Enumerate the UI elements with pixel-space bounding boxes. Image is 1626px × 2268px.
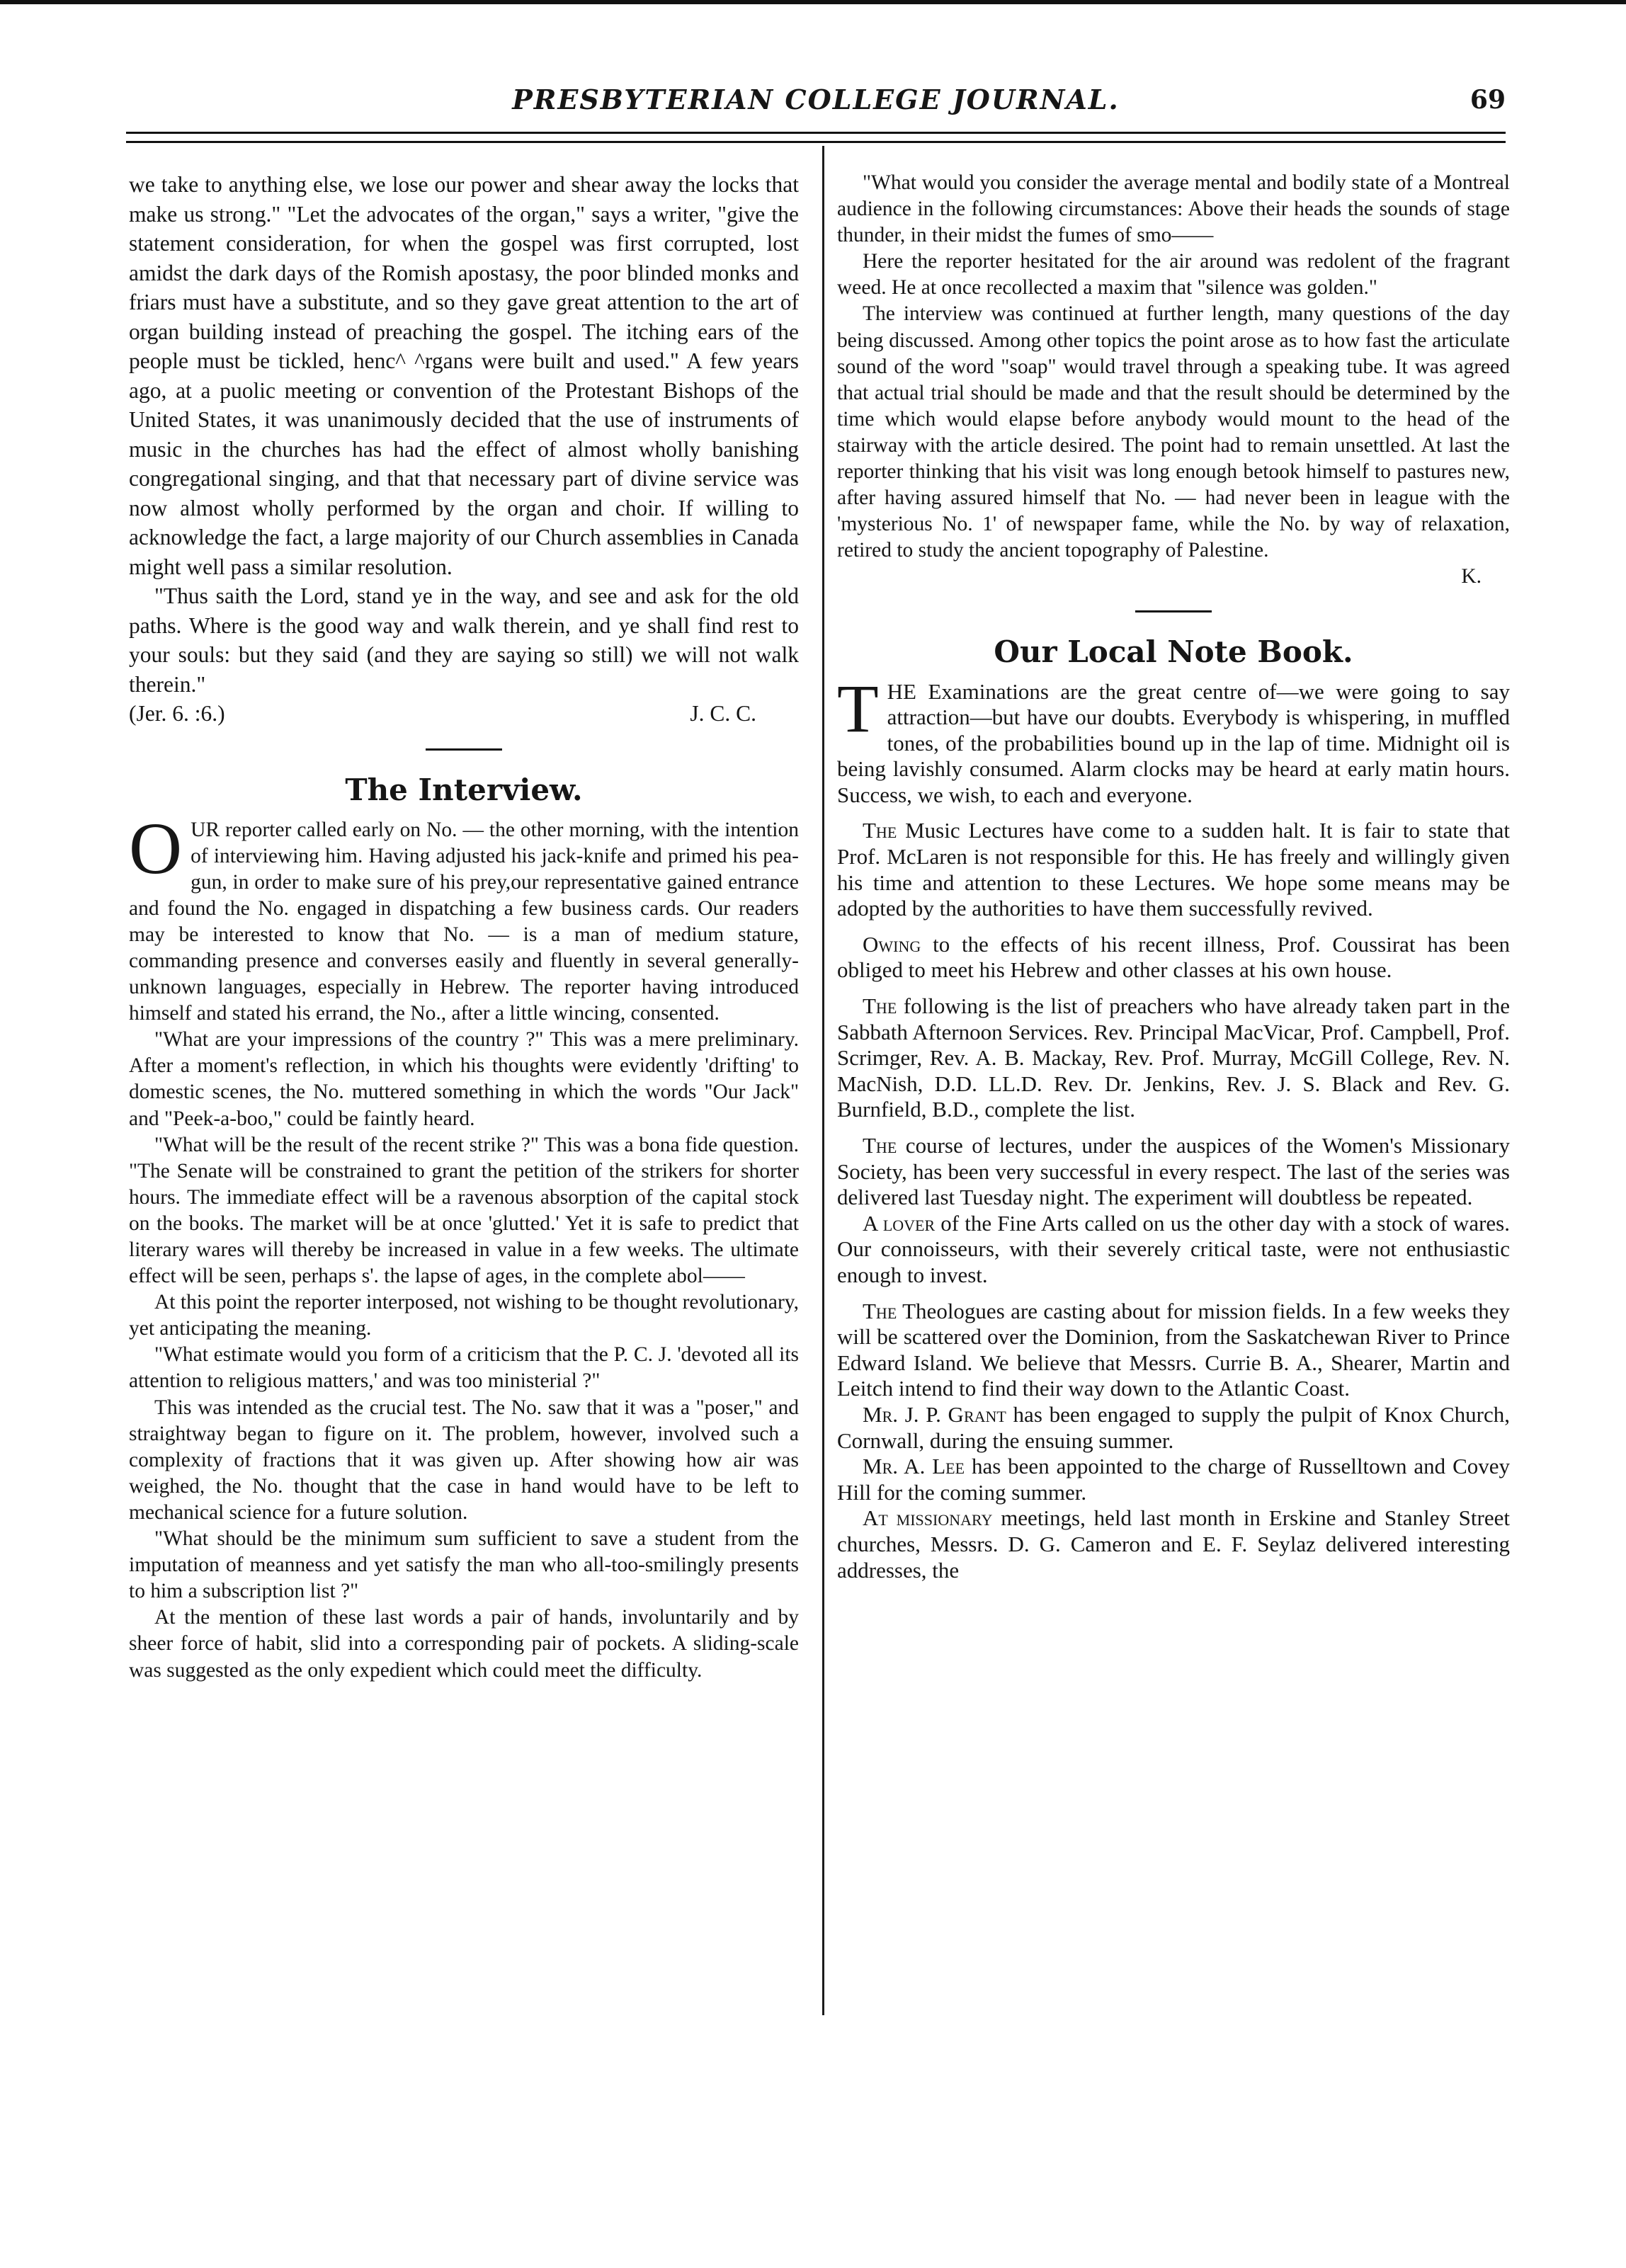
interview-paragraph: "What would you consider the average mental and bodily state of a Montreal audience in the following circumstances: Above their heads the sounds of stage thunder, in their midst the fumes of smo—— bbox=[837, 171, 1510, 247]
interview-paragraph: The interview was continued at further length, many questions of the day being discussed. Among other topics the point arose as to how fast the articulate sound of the word "soap" would travel through a speaking tube. It was agreed that actual trial should be made and that the result should be determined by the time which would elapse before anybody would mount to the head of the stairway with the article desired. The point had to remain unsettled. At last the reporter thinking that his visit was long enough betook himself to pastures new, after having assured himself that No. — had never been in league with the 'mysterious No. 1' of newspaper fame, while the No. by way of relaxation, retired to study the ancient topography of Palestine. bbox=[837, 302, 1510, 562]
local-note bbox=[837, 932, 1510, 984]
note-text: has been engaged to supply the pulpit of Knox Church, Cornwall, during the ensuing summer. bbox=[837, 1401, 1510, 1453]
top-border-rule bbox=[0, 0, 1626, 4]
local-note bbox=[837, 818, 1510, 921]
local-note-book-heading: Our Local Note Book. bbox=[994, 634, 1353, 669]
opening-paragraph: we take to anything else, we lose our power and shear away the locks that make us strong." "Let the advocates of the organ," says a writer, "give the statement consideration, for when the gospel was first corrupted, lost amidst the dark days of the Romish apostasy, the poor blinded monks and friars must have a substitute, and so they gave great attention to the art of organ building instead of preaching the gospel. The itching ears of the people must be tickled, henc^ ^rgans were built and used." A few years ago, at a puolic meeting or convention of the Protestant Bishops of the United States, it was unanimously decided that the use of instruments of music in the churches has had the effect of almost wholly banishing congregational singing, and that that necessary part of divine service was now almost wholly performed by the organ and choir. If willing to acknowledge the fact, a large majority of our Church assemblies in Canada might well pass a similar resolution. bbox=[129, 172, 799, 579]
note-lead: The bbox=[863, 993, 897, 1019]
scripture-quote-paragraph: "Thus saith the Lord, stand ye in the way, and see and ask for the old paths. Where is the good way and walk therein, and ye shall find rest to your souls: but they said (and they are saying so still) we will not walk therein." bbox=[129, 583, 799, 697]
interview-paragraph: "What will be the result of the recent strike ?" This was a bona fide question. "The Senate will be constrained to grant the petition of the strikers for shorter hours. The immediate effect will be a ravenous absorption of the capital stock on the books. The market will be at once 'glutted.' Yet it is safe to predict that literary wares will thereby be increased in value in a few weeks. The ultimate effect will be seen, perhaps s'. the lapse of ages, in the complete abol—— bbox=[129, 1133, 799, 1288]
drop-cap-letter: O bbox=[129, 807, 183, 889]
note-text: course of lectures, under the auspices of the Women's Missionary Society, has been very successful in every respect. The last of the series was delivered last Tuesday night. The experiment will doubtless be repeated. bbox=[837, 1133, 1510, 1210]
interview-article bbox=[129, 807, 799, 1684]
note-lead: The bbox=[863, 818, 897, 843]
note-text: to the effects of his recent illness, Prof. Coussirat has been obliged to meet his Hebrew and other classes at his own house. bbox=[837, 931, 1510, 983]
interview-continued bbox=[837, 170, 1510, 591]
local-note-text: HE Examinations are the great centre of—we were going to say attraction—but have our doubts. Everybody is whispering, in muffled tones, of the probabilities bound up in the lap of time. Midnight oil is being lavishly consumed. Alarm clocks may be heard at early matin hours. Success, we wish, to each and everyone. bbox=[837, 678, 1510, 807]
note-lead: Mr. A. Lee bbox=[863, 1454, 965, 1479]
note-text: meetings, held last month in Erskine and Stanley Street churches, Messrs. D. G. Cameron and E. F. Seylaz delivered interesting addresses, the bbox=[837, 1505, 1510, 1583]
drop-cap-letter: T bbox=[837, 670, 879, 746]
column-divider bbox=[822, 146, 824, 2015]
page-number: 69 bbox=[1469, 85, 1506, 115]
interview-paragraph bbox=[129, 807, 799, 1027]
note-lead: The bbox=[863, 1133, 897, 1158]
local-notes bbox=[837, 670, 1511, 1584]
interview-paragraph: At the mention of these last words a pair of hands, involuntarily and by sheer force of habit, slid into a corresponding pair of pockets. A sliding-scale was suggested as the only expedient which could meet the difficulty. bbox=[129, 1606, 799, 1682]
local-note bbox=[837, 1505, 1510, 1583]
interview-signature: K. bbox=[1461, 565, 1482, 588]
note-lead: At missionary bbox=[863, 1505, 993, 1531]
section-separator bbox=[1135, 610, 1212, 612]
note-text: following is the list of preachers who have already taken part in the Sabbath Afternoon Services. Rev. Principal MacVicar, Prof. Campbell, Prof. Scrimger, Rev. A. B. Mackay, Rev. Prof. Murray, McGill College, Rev. N. MacNish, D.D. LL.D. Rev. Dr. Jenkins, Rev. J. S. Black and Rev. G. Burnfield, B.D., complete the list. bbox=[837, 993, 1510, 1122]
interview-paragraph: "What estimate would you form of a criticism that the P. C. J. 'devoted all its attention to religious matters,' and was too ministerial ?" bbox=[129, 1343, 799, 1393]
local-note bbox=[837, 993, 1510, 1123]
scripture-citation: (Jer. 6. :6.) bbox=[129, 701, 225, 726]
note-text: has been appointed to the charge of Russelltown and Covey Hill for the coming summer. bbox=[837, 1454, 1511, 1505]
note-text: Theologues are casting about for mission fields. In a few weeks they will be scattered over the Dominion, from the Saskatchewan River to Prince Edward Island. We believe that Messrs. Currie B. A., Shearer, Martin and Leitch intend to find their way down to the Atlantic Coast. bbox=[837, 1298, 1510, 1401]
local-note bbox=[837, 1299, 1510, 1402]
citation-line bbox=[129, 699, 799, 729]
note-lead: The bbox=[863, 1298, 897, 1323]
page-header bbox=[126, 84, 1506, 123]
local-note bbox=[837, 1402, 1510, 1454]
running-head: PRESBYTERIAN COLLEGE JOURNAL. bbox=[512, 84, 1120, 115]
note-text: Music Lectures have come to a sudden halt. It is fair to state that Prof. McLaren is not responsible for this. He has freely and willingly given his time and attention to these Lectures. We hope some means may be adopted by the authorities to have them successfully revived. bbox=[837, 818, 1510, 921]
local-note bbox=[837, 1133, 1510, 1211]
interview-paragraph: This was intended as the crucial test. The No. saw that it was a "poser," and straightway began to figure on it. The problem, however, involved such a complexity of fractions that it was given up. After showing how air was weighed, the No. thought that the case in hand would have to be left to mechanical science for a future solution. bbox=[129, 1396, 799, 1524]
local-note bbox=[837, 1211, 1510, 1289]
interview-paragraph: "What should be the minimum sum sufficient to save a student from the imputation of meanness and yet satisfy the man who all-too-smilingly presents to him a subscription list ?" bbox=[129, 1527, 799, 1603]
author-signature: J. C. C. bbox=[690, 701, 756, 726]
note-lead: A lover bbox=[863, 1210, 936, 1236]
note-text: of the Fine Arts called on us the other day with a stock of wares. Our connoisseurs, with their severely critical taste, were not enthusiastic enough to invest. bbox=[837, 1210, 1510, 1287]
interview-heading: The Interview. bbox=[345, 772, 583, 807]
note-lead: Owing bbox=[863, 931, 921, 957]
interview-lead-text: UR reporter called early on No. — the other morning, with the intention of interviewing him. Having adjusted his jack-knife and primed his pea-gun, in order to make sure of his prey,our representative gained entrance and found the No. engaged in dispatching a few business cards. Our readers may be interested to know that No. — is a man of medium stature, commanding presence and converses easily and fluently in several generally-unknown languages, especially in Hebrew. The reporter having introduced himself and stated his errand, the No., after a little wincing, consented. bbox=[129, 818, 799, 1025]
header-double-rule bbox=[126, 132, 1506, 143]
section-separator bbox=[426, 748, 502, 751]
left-column bbox=[129, 170, 799, 1684]
interview-paragraph: Here the reporter hesitated for the air around was redolent of the fragrant weed. He at once recollected a maxim that "silence was golden." bbox=[837, 250, 1510, 300]
note-lead: Mr. J. P. Grant bbox=[863, 1401, 1006, 1427]
interview-paragraph: "What are your impressions of the country ?" This was a mere preliminary. After a moment's reflection, in which his thoughts were evidently 'drifting' to domestic scenes, the No. muttered something in which the words "Our Jack" and "Peek-a-boo," could be faintly heard. bbox=[129, 1028, 799, 1130]
local-note bbox=[837, 1454, 1510, 1505]
interview-paragraph: At this point the reporter interposed, not wishing to be thought revolutionary, yet anticipating the meaning. bbox=[129, 1291, 799, 1340]
local-note bbox=[837, 670, 1510, 809]
right-column bbox=[837, 170, 1510, 1583]
